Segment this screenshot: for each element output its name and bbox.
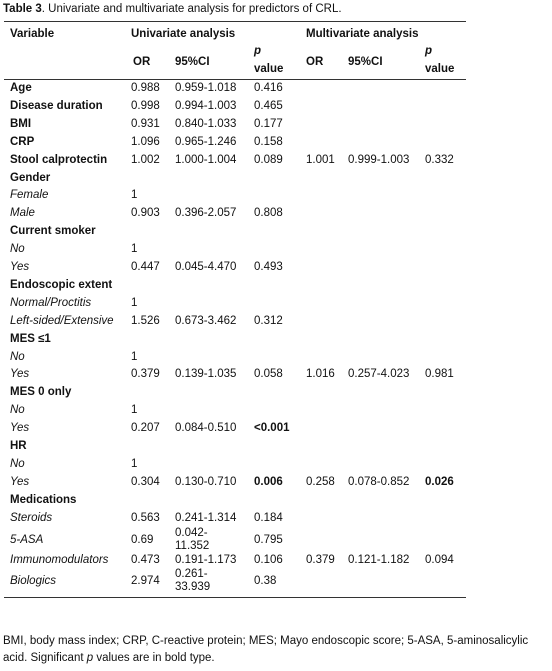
- header-p-uni: p: [254, 45, 262, 57]
- row-label: No: [10, 404, 25, 417]
- cell-p-uni: 0.058: [254, 368, 283, 381]
- row-label: Yes: [10, 475, 30, 488]
- cell-p-multi: 0.094: [425, 553, 454, 566]
- row-label: Biologics: [10, 575, 57, 588]
- cell-ci-uni: 0.965-1.246: [175, 135, 237, 148]
- cell-p-uni: 0.416: [254, 82, 283, 94]
- cell-or-uni: 1: [131, 404, 138, 417]
- table-label: Table 3: [3, 3, 42, 15]
- cell-or-uni: 1.096: [131, 135, 160, 148]
- cell-p-uni: 0.312: [254, 314, 283, 327]
- footnote-p: p: [86, 652, 94, 664]
- cell-p-uni: 0.184: [254, 511, 283, 524]
- table-row: [0, 510, 552, 528]
- cell-ci-uni: 0.959-1.018: [175, 82, 237, 94]
- header-value-multi: value: [425, 63, 455, 75]
- cell-or-uni: 0.563: [131, 511, 160, 524]
- cell-ci-uni: 0.045-4.470: [175, 261, 237, 273]
- cell-or-multi: 1.016: [306, 368, 335, 381]
- cell-or-uni: 1: [131, 243, 138, 256]
- row-label: No: [10, 243, 25, 256]
- cell-p-uni: 0.006: [254, 475, 283, 488]
- header-p-multi: p: [425, 45, 433, 57]
- row-label: BMI: [10, 117, 32, 130]
- cell-p-multi: 0.332: [425, 153, 454, 166]
- cell-p-multi: 0.981: [425, 368, 454, 381]
- table-row: [0, 259, 552, 277]
- table-row: [0, 277, 552, 295]
- row-label: No: [10, 350, 25, 363]
- row-label: Immunomodulators: [10, 553, 109, 566]
- cell-p-uni: <0.001: [254, 422, 290, 435]
- cell-p-uni: 0.38: [254, 575, 277, 588]
- footnote-text-1: BMI, body mass index; CRP, C-reactive protein; MES; Mayo endoscopic score; 5-ASA, 5-aminosalicylic acid. Significant: [3, 635, 529, 664]
- cell-p-multi: 0.026: [425, 475, 454, 488]
- table-row: [0, 552, 552, 570]
- row-label: Yes: [10, 261, 30, 273]
- cell-ci-uni: 0.261-33.939: [175, 568, 211, 594]
- cell-or-uni: 0.69: [131, 533, 154, 546]
- table-row: [0, 331, 552, 349]
- table-row: [0, 170, 552, 188]
- table-row: [0, 134, 552, 152]
- table-row: [0, 98, 552, 116]
- table-row: [0, 205, 552, 223]
- cell-or-uni: 0.447: [131, 261, 160, 273]
- cell-ci-uni: 0.042-11.352: [175, 526, 210, 552]
- row-label: Disease duration: [10, 99, 103, 112]
- row-label: Steroids: [10, 511, 53, 524]
- table-row: [0, 116, 552, 134]
- header-ci-multi: 95%CI: [348, 56, 383, 68]
- table-row: [0, 241, 552, 259]
- header-ci-uni: 95%CI: [175, 56, 210, 68]
- table-caption: [3, 3, 342, 15]
- cell-ci-multi: 0.078-0.852: [348, 475, 410, 488]
- table-row: [0, 438, 552, 456]
- cell-or-uni: 1: [131, 189, 138, 202]
- table-row: [0, 223, 552, 241]
- row-label: HR: [10, 440, 27, 452]
- table-row: [0, 402, 552, 420]
- cell-ci-uni: 0.084-0.510: [175, 422, 237, 435]
- header-variable: Variable: [10, 28, 55, 40]
- row-label: Stool calprotectin: [10, 153, 108, 166]
- caption-text: . Univariate and multivariate analysis for predictors of CRL.: [41, 3, 342, 15]
- cell-or-multi: 0.379: [306, 553, 335, 566]
- header-univariate: Univariate analysis: [131, 28, 236, 40]
- table-row: [0, 569, 552, 593]
- row-label: Endoscopic extent: [10, 278, 113, 291]
- cell-ci-uni: 0.994-1.003: [175, 99, 237, 112]
- footnote-text-2: values are in bold type.: [93, 652, 215, 664]
- table-row: [0, 492, 552, 510]
- table-row: [0, 295, 552, 313]
- cell-ci-uni: 0.673-3.462: [175, 314, 237, 327]
- cell-p-uni: 0.795: [254, 533, 283, 546]
- cell-or-uni: 2.974: [131, 575, 160, 588]
- table-row: [0, 152, 552, 170]
- cell-or-uni: 1: [131, 296, 138, 309]
- cell-ci-uni: 1.000-1.004: [175, 153, 237, 166]
- cell-p-uni: 0.158: [254, 135, 283, 148]
- table-row: [0, 474, 552, 492]
- cell-ci-uni: 0.191-1.173: [175, 553, 237, 566]
- cell-or-multi: 1.001: [306, 153, 335, 166]
- top-rule: [4, 21, 466, 22]
- row-label: MES 0 only: [10, 386, 72, 399]
- cell-or-uni: 1: [131, 457, 138, 470]
- cell-or-multi: 0.258: [306, 475, 335, 488]
- cell-p-uni: 0.177: [254, 117, 283, 130]
- header-or-multi: OR: [306, 56, 324, 68]
- header-multivariate: Multivariate analysis: [306, 28, 419, 40]
- row-label: 5-ASA: [10, 533, 44, 546]
- cell-or-uni: 0.207: [131, 422, 160, 435]
- cell-ci-uni: 0.139-1.035: [175, 368, 237, 381]
- cell-ci-uni: 0.241-1.314: [175, 511, 237, 524]
- cell-ci-uni: 0.130-0.710: [175, 475, 237, 488]
- cell-or-uni: 0.473: [131, 553, 160, 566]
- cell-p-uni: 0.808: [254, 207, 283, 220]
- table-row: [0, 349, 552, 367]
- cell-p-uni: 0.089: [254, 153, 283, 166]
- row-label: Medications: [10, 493, 77, 506]
- row-label: Yes: [10, 368, 30, 381]
- row-label: Gender: [10, 171, 51, 184]
- row-label: MES ≤1: [10, 332, 51, 345]
- table-row: [0, 456, 552, 474]
- cell-or-uni: 0.931: [131, 117, 160, 130]
- row-label: No: [10, 457, 25, 470]
- row-label: Male: [10, 207, 35, 220]
- header-or-uni: OR: [133, 56, 151, 68]
- cell-ci-multi: 0.257-4.023: [348, 368, 410, 381]
- cell-p-uni: 0.493: [254, 261, 283, 273]
- cell-or-uni: 1.526: [131, 314, 160, 327]
- cell-ci-multi: 0.999-1.003: [348, 153, 410, 166]
- cell-or-uni: 1.002: [131, 153, 160, 166]
- cell-or-uni: 0.379: [131, 368, 160, 381]
- cell-p-uni: 0.465: [254, 99, 283, 112]
- row-label: Female: [10, 189, 49, 202]
- table-row: [0, 366, 552, 384]
- table-row: [0, 420, 552, 438]
- table-row: [0, 187, 552, 205]
- table-row: [0, 313, 552, 331]
- row-label: Left-sided/Extensive: [10, 314, 114, 327]
- cell-ci-uni: 0.396-2.057: [175, 207, 237, 220]
- table-row: [0, 80, 552, 98]
- row-label: Normal/Proctitis: [10, 296, 92, 309]
- row-label: Current smoker: [10, 225, 96, 238]
- row-label: Age: [10, 82, 32, 94]
- cell-or-uni: 0.304: [131, 475, 160, 488]
- cell-or-uni: 1: [131, 350, 138, 363]
- table-row: [0, 384, 552, 402]
- bottom-rule: [4, 597, 466, 598]
- header-value-uni: value: [254, 63, 284, 75]
- table-footnote: [3, 633, 548, 667]
- table-row: [0, 528, 552, 552]
- cell-ci-uni: 0.840-1.033: [175, 117, 237, 130]
- cell-ci-multi: 0.121-1.182: [348, 553, 410, 566]
- cell-or-uni: 0.988: [131, 82, 160, 94]
- cell-or-uni: 0.998: [131, 99, 160, 112]
- row-label: CRP: [10, 135, 35, 148]
- cell-or-uni: 0.903: [131, 207, 160, 220]
- cell-p-uni: 0.106: [254, 553, 283, 566]
- row-label: Yes: [10, 422, 30, 435]
